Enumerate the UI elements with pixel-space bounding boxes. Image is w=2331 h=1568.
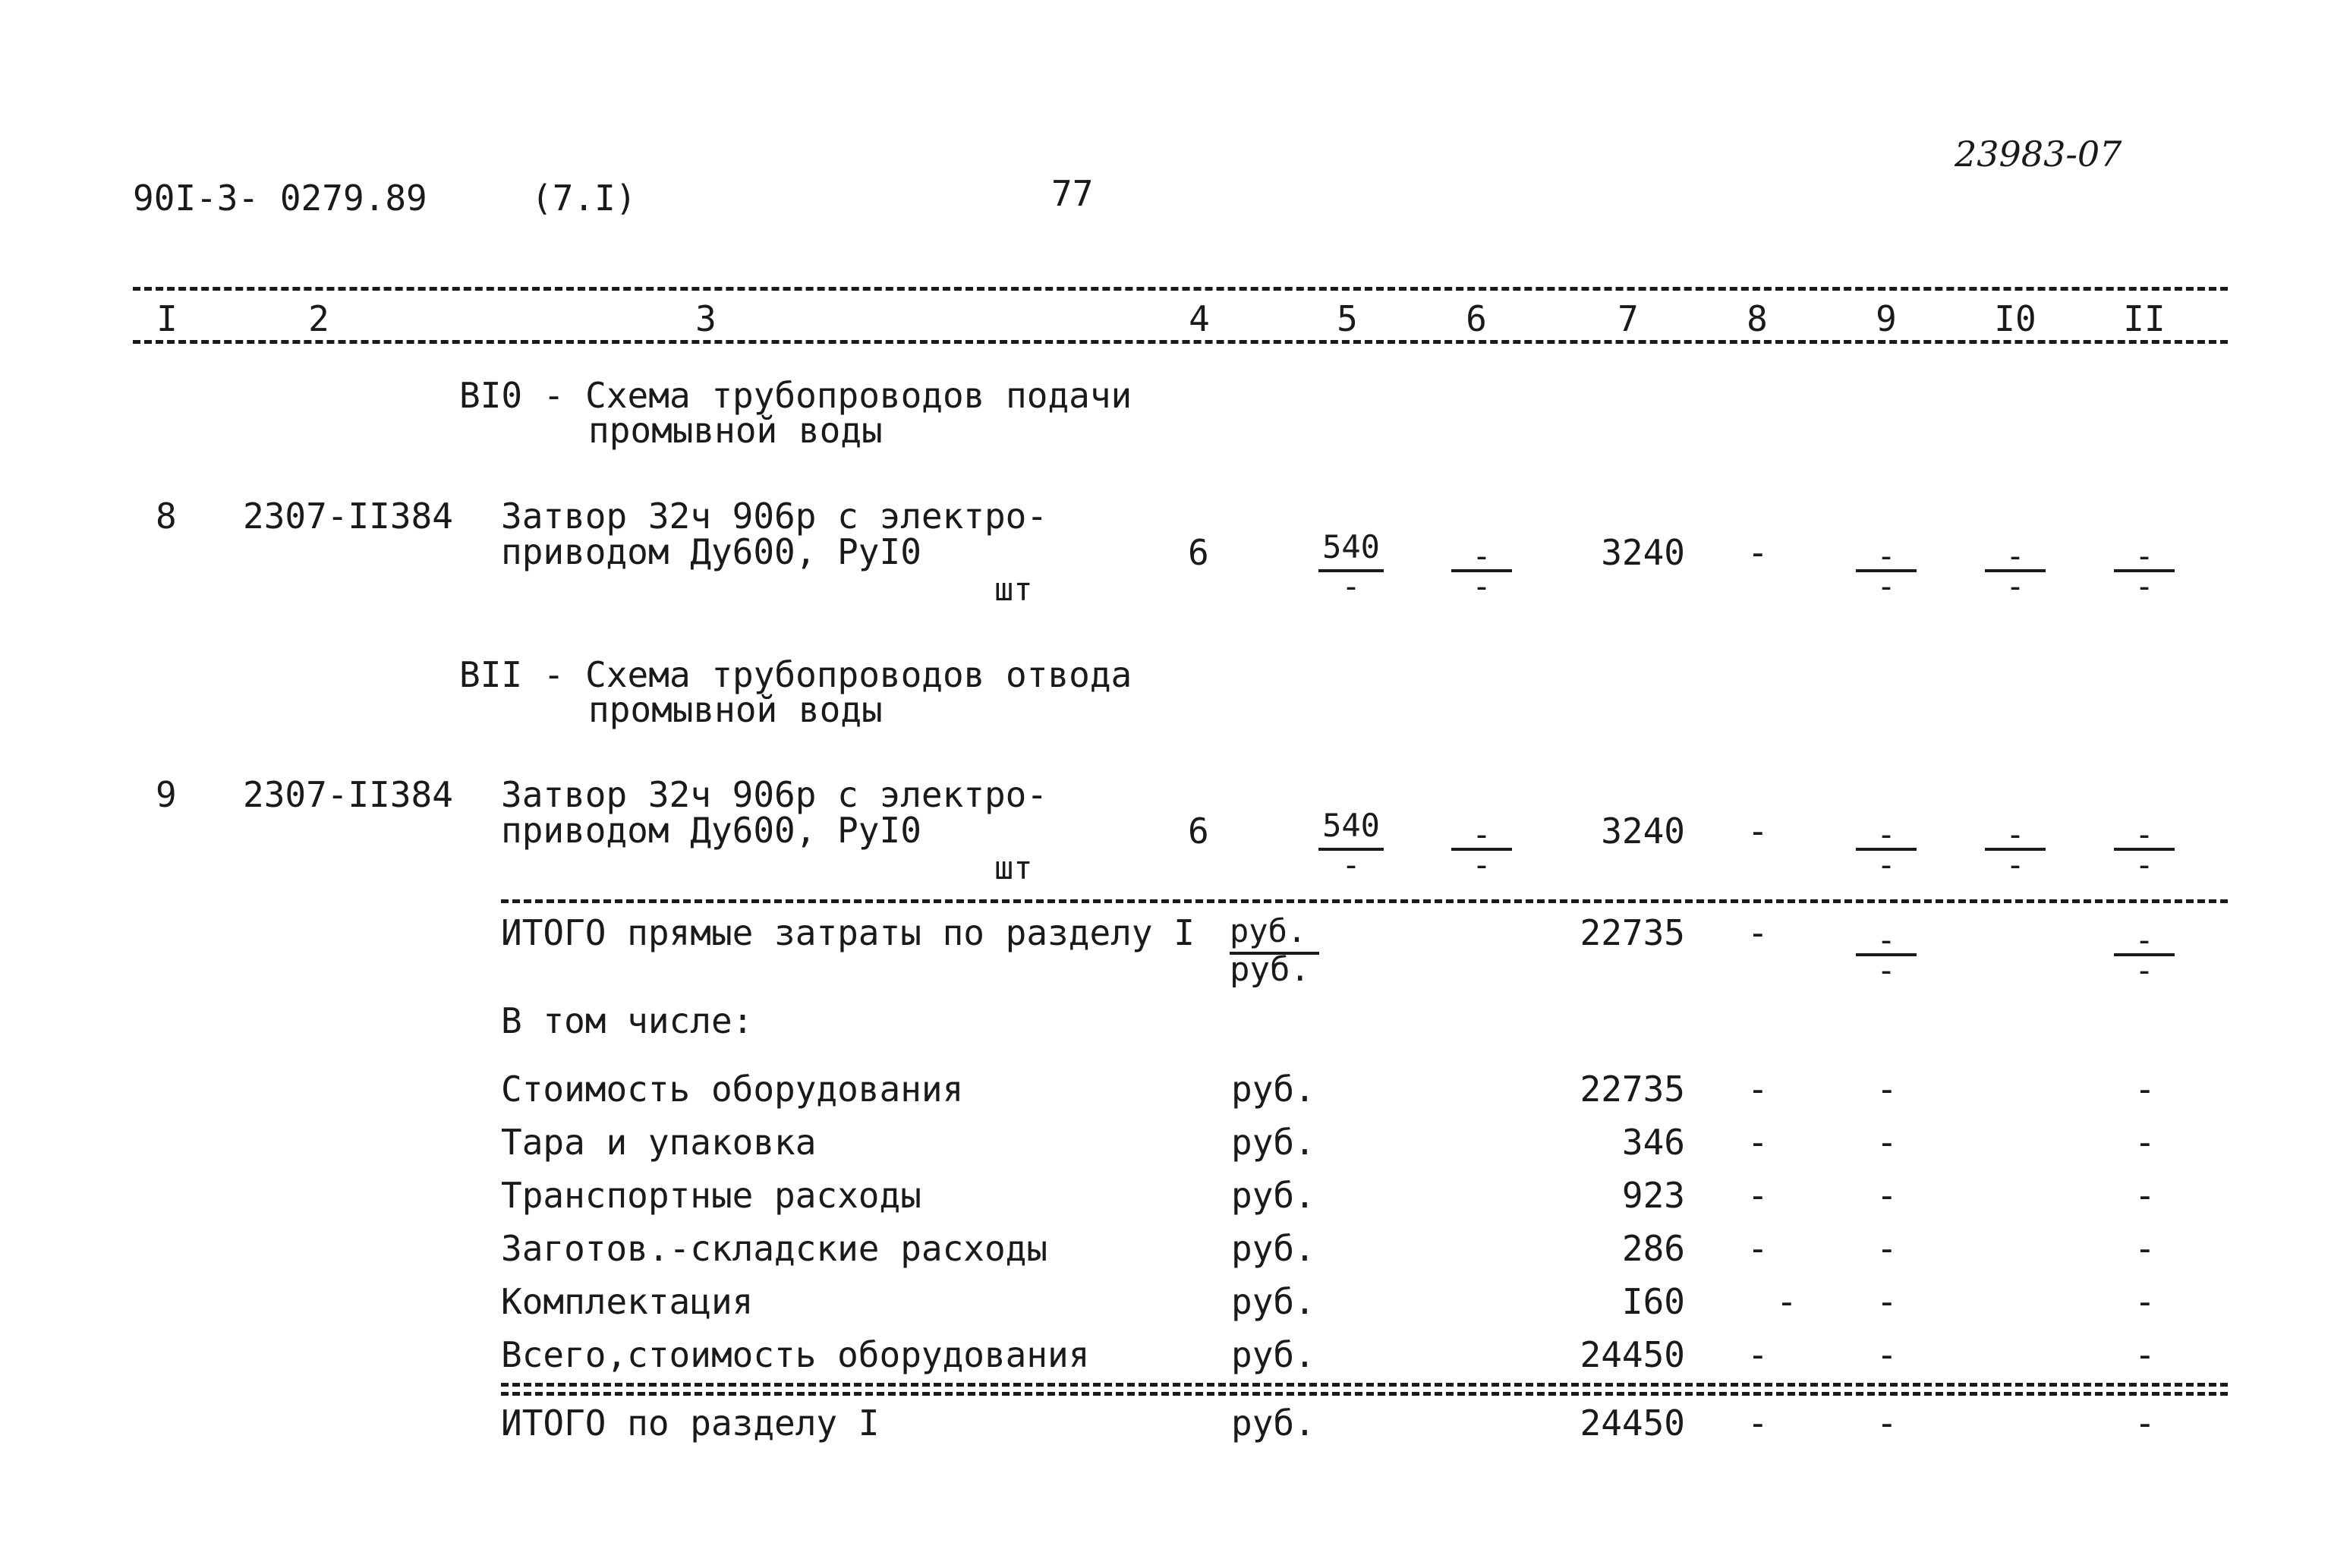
grand-total-label: ИТОГО по разделу I (501, 1403, 880, 1444)
item-col6-top: - (1472, 537, 1492, 575)
item-col10-bottom: - (2005, 846, 2025, 883)
breakdown-col11: - (2134, 1175, 2156, 1216)
item-col9-top: - (1876, 816, 1896, 853)
item-col6-bottom: - (1472, 568, 1492, 605)
breakdown-label: Заготов.-складские расходы (501, 1228, 1048, 1269)
subtotal-col11-bottom: - (2134, 952, 2154, 989)
subtotal-unit-fraction (1230, 912, 1321, 989)
section-title-line2: промывной воды (588, 410, 883, 451)
item-price: 540 (1322, 807, 1380, 844)
item-col11-bottom: - (2134, 846, 2154, 883)
item-col6-fraction (1451, 816, 1512, 883)
item-col6-bottom: - (1472, 846, 1492, 883)
breakdown-label: Тара и упаковка (501, 1122, 817, 1163)
breakdown-col9: - (1876, 1175, 1898, 1216)
subtotal-label: ИТОГО прямые затраты по разделу I (501, 912, 1195, 953)
item-col8: - (1747, 532, 1769, 573)
breakdown-col11: - (2134, 1228, 2156, 1269)
grand-total-unit: руб. (1231, 1403, 1315, 1444)
item-col11-fraction (2114, 816, 2175, 883)
item-quantity: 6 (1188, 532, 1209, 573)
breakdown-col8: - (1747, 1069, 1769, 1110)
item-col10-bottom: - (2005, 568, 2025, 605)
item-col11-top: - (2134, 537, 2154, 575)
subtotal-col8: - (1747, 912, 1769, 953)
item-unit: шт (994, 571, 1033, 608)
item-col9-top: - (1876, 537, 1896, 575)
breakdown-label: Транспортные расходы (501, 1175, 921, 1216)
breakdown-total: 346 (1621, 1122, 1685, 1163)
item-description-line1: Затвор 32ч 906р с электро- (501, 774, 1048, 815)
breakdown-unit: руб. (1231, 1228, 1315, 1269)
header-rule-top (133, 287, 2228, 291)
breakdown-col11: - (2134, 1281, 2156, 1322)
item-price-fraction (1313, 528, 1389, 605)
subtotal-rule (501, 899, 2228, 903)
item-description-line1: Затвор 32ч 906р с электро- (501, 496, 1048, 537)
breakdown-col8: - (1747, 1334, 1769, 1375)
item-total: 3240 (1601, 811, 1685, 852)
subtotal-col11-fraction (2114, 921, 2175, 989)
item-price: 540 (1322, 528, 1380, 565)
grand-total-value: 24450 (1580, 1403, 1685, 1444)
subtotal-col11-top: - (2134, 921, 2154, 959)
breakdown-col9: - (1876, 1069, 1898, 1110)
column-header-3: 3 (695, 298, 717, 339)
breakdown-col9: - (1876, 1334, 1898, 1375)
item-col11-fraction (2114, 537, 2175, 605)
subtotal-col9-top: - (1876, 921, 1896, 959)
header-rule-bottom (133, 340, 2228, 344)
breakdown-label: Всего,стоимость оборудования (501, 1334, 1090, 1375)
item-unit: шт (994, 849, 1033, 886)
item-price-bottom: - (1341, 568, 1361, 605)
breakdown-total: 22735 (1580, 1069, 1685, 1110)
breakdown-total: I60 (1621, 1281, 1685, 1322)
item-quantity: 6 (1188, 811, 1209, 852)
document-code: 90I-3- 0279.89 (133, 178, 427, 219)
breakdown-total: 286 (1621, 1228, 1685, 1269)
item-col11-bottom: - (2134, 568, 2154, 605)
breakdown-col11: - (2134, 1334, 2156, 1375)
item-description-line2: приводом Ду600, РуI0 (501, 810, 921, 851)
breakdown-label: Комплектация (501, 1281, 754, 1322)
grand-total-col11: - (2134, 1403, 2156, 1444)
breakdown-unit: руб. (1231, 1175, 1315, 1216)
item-description-line2: приводом Ду600, РуI0 (501, 531, 921, 572)
column-header-5: 5 (1337, 298, 1358, 339)
breakdown-unit: руб. (1231, 1069, 1315, 1110)
breakdown-col8: - (1776, 1281, 1797, 1322)
grand-total-col8: - (1747, 1403, 1769, 1444)
item-col6-top: - (1472, 816, 1492, 853)
subtotal-col9-fraction (1856, 921, 1917, 989)
column-header-4: 4 (1189, 298, 1210, 339)
column-header-10: I0 (1994, 298, 2036, 339)
item-col9-fraction (1856, 537, 1917, 605)
column-header-8: 8 (1747, 298, 1768, 339)
subtotal-unit-top: руб. (1230, 912, 1307, 949)
item-col10-fraction (1985, 537, 2046, 605)
breakdown-col11: - (2134, 1122, 2156, 1163)
subtotal-unit-bottom: руб. (1230, 950, 1310, 989)
item-price-bottom: - (1341, 846, 1361, 883)
item-col10-fraction (1985, 816, 2046, 883)
column-header-7: 7 (1618, 298, 1639, 339)
including-label: В том числе: (501, 1000, 754, 1041)
breakdown-total: 24450 (1580, 1334, 1685, 1375)
section-reference: (7.I) (531, 178, 637, 219)
item-col6-fraction (1451, 537, 1512, 605)
item-col10-top: - (2005, 537, 2025, 575)
item-code: 2307-II384 (243, 496, 453, 537)
column-header-1: I (156, 298, 178, 339)
subtotal-col9-bottom: - (1876, 952, 1896, 989)
breakdown-unit: руб. (1231, 1281, 1315, 1322)
section-title-line1: BI0 - Схема трубопроводов подачи (459, 375, 1132, 416)
section-title-line2: промывной воды (588, 689, 883, 730)
breakdown-col8: - (1747, 1175, 1769, 1216)
column-header-6: 6 (1466, 298, 1487, 339)
item-col11-top: - (2134, 816, 2154, 853)
item-number: 9 (156, 774, 177, 815)
item-col9-fraction (1856, 816, 1917, 883)
breakdown-unit: руб. (1231, 1334, 1315, 1375)
item-col8: - (1747, 811, 1769, 852)
breakdown-col9: - (1876, 1122, 1898, 1163)
subtotal-total: 22735 (1580, 912, 1685, 953)
grand-total-rule-top (501, 1383, 2228, 1387)
breakdown-label: Стоимость оборудования (501, 1069, 964, 1110)
item-total: 3240 (1601, 532, 1685, 573)
breakdown-col8: - (1747, 1122, 1769, 1163)
breakdown-col11: - (2134, 1069, 2156, 1110)
page-number: 77 (1051, 173, 1094, 214)
item-col9-bottom: - (1876, 846, 1896, 883)
item-code: 2307-II384 (243, 774, 453, 815)
breakdown-col9: - (1876, 1228, 1898, 1269)
item-number: 8 (156, 496, 177, 537)
grand-total-rule-bottom (501, 1392, 2228, 1396)
stamp-number: 23983-07 (1955, 134, 2122, 175)
column-header-2: 2 (308, 298, 329, 339)
item-col9-bottom: - (1876, 568, 1896, 605)
column-header-11: II (2123, 298, 2166, 339)
breakdown-unit: руб. (1231, 1122, 1315, 1163)
grand-total-col9: - (1876, 1403, 1898, 1444)
item-col10-top: - (2005, 816, 2025, 853)
breakdown-col9: - (1876, 1281, 1898, 1322)
section-title-line1: BII - Схема трубопроводов отвода (459, 654, 1132, 695)
breakdown-total: 923 (1621, 1175, 1685, 1216)
breakdown-col8: - (1747, 1228, 1769, 1269)
column-header-9: 9 (1876, 298, 1897, 339)
item-price-fraction (1313, 807, 1389, 883)
